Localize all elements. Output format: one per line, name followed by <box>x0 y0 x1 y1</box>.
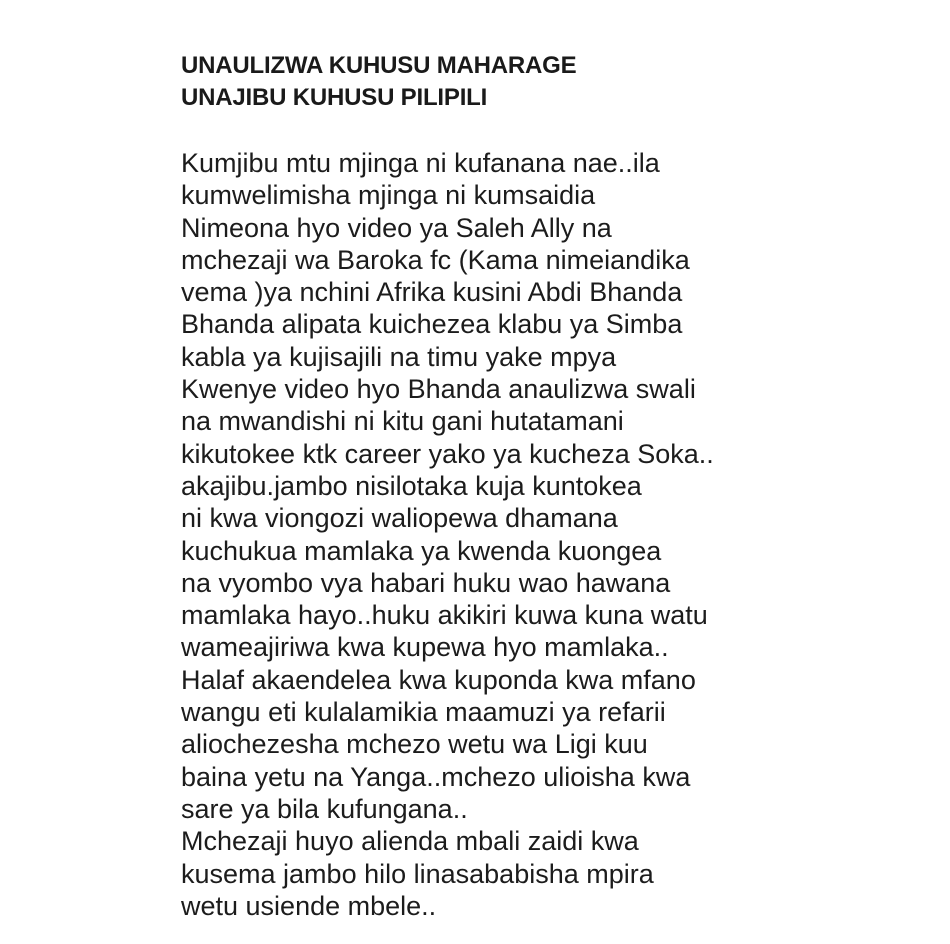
body-line: kusema jambo hilo linasababisha mpira <box>181 858 654 889</box>
body-line: Kwenye video hyo Bhanda anaulizwa swali <box>181 374 696 405</box>
headline <box>181 50 576 114</box>
body-line: Kumjibu mtu mjinga ni kufanana nae..ila <box>181 148 660 178</box>
body-line: na mwandishi ni kitu gani hutatamani <box>181 406 624 437</box>
body-line: baina yetu na Yanga..mchezo ulioisha kwa <box>181 761 691 792</box>
body-line: mamlaka hayo..huku akikiri kuwa kuna watu <box>181 600 708 631</box>
body-line: Nimeona hyo video ya Saleh Ally na <box>181 212 612 243</box>
body-line: Halaf akaendelea kwa kuponda kwa mfano <box>181 664 696 695</box>
body-line: sare ya bila kufungana.. <box>181 793 468 824</box>
body-line: kabla ya kujisajili na timu yake mpya <box>181 341 617 372</box>
headline-line: UNAJIBU KUHUSU PILIPILI <box>181 84 488 111</box>
body-line: mchezaji wa Baroka fc (Kama nimeiandika <box>181 244 690 275</box>
body-line: ni kwa viongozi waliopewa dhamana <box>181 503 618 534</box>
body-line: vema )ya nchini Afrika kusini Abdi Bhanda <box>181 277 683 308</box>
body-line: wetu usiende mbele.. <box>181 890 437 921</box>
body-line: na vyombo vya habari huku wao hawana <box>181 567 671 598</box>
body-text <box>181 147 714 922</box>
headline-line: UNAULIZWA KUHUSU MAHARAGE <box>181 52 577 79</box>
body-line: wameajiriwa kwa kupewa hyo mamlaka.. <box>181 632 669 663</box>
body-line: Bhanda alipata kuichezea klabu ya Simba <box>181 309 683 340</box>
body-line: wangu eti kulalamikia maamuzi ya refarii <box>181 697 666 728</box>
body-line: kumwelimisha mjinga ni kumsaidia <box>181 180 596 211</box>
body-line: akajibu.jambo nisilotaka kuja kuntokea <box>181 470 642 501</box>
body-line: aliochezesha mchezo wetu wa Ligi kuu <box>181 729 648 760</box>
body-line: Mchezaji huyo aliendа mbali zaidi kwa <box>181 826 639 857</box>
body-line: kikutokee ktk career yako ya kucheza Soka.. <box>181 438 714 469</box>
body-line: kuchukua mamlaka ya kwenda kuongea <box>181 535 662 566</box>
